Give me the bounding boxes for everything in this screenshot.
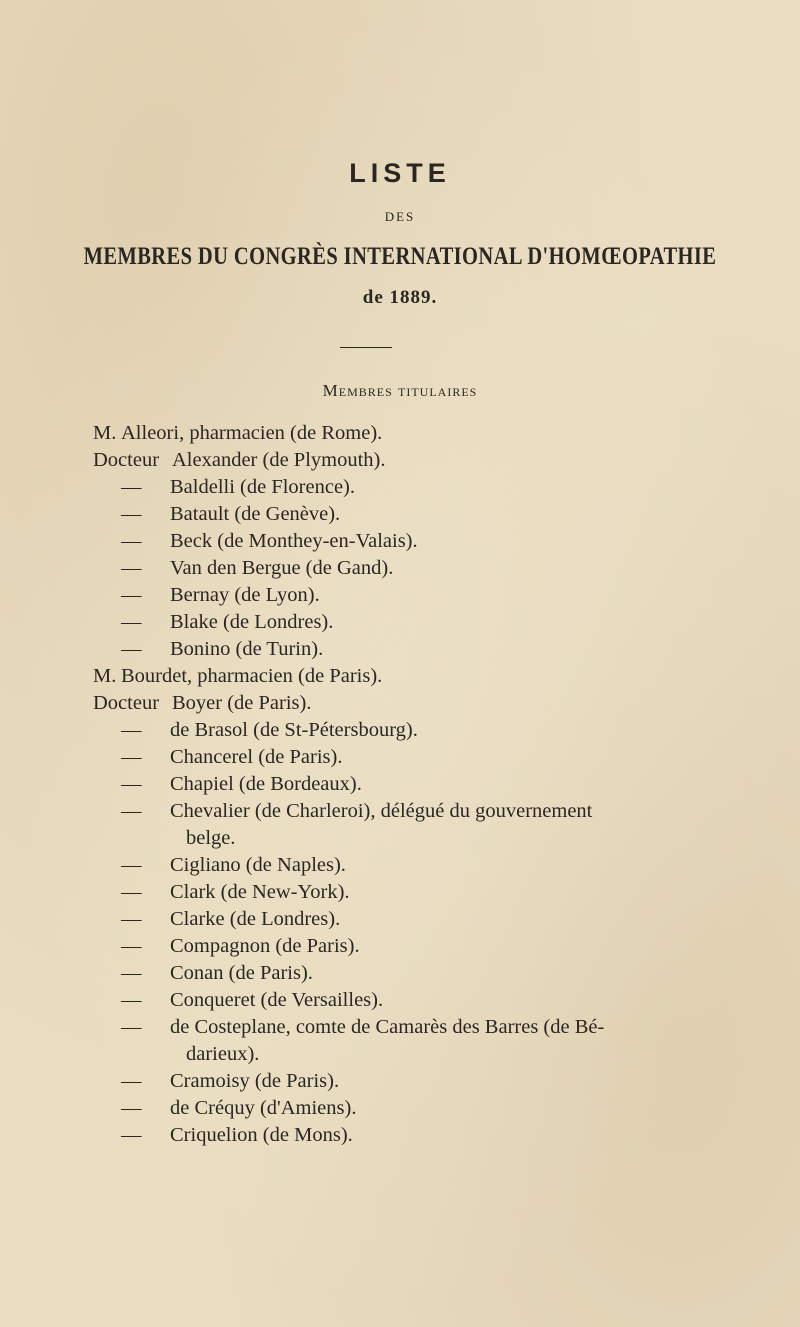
entry-text: de Brasol (de St-Pétersbourg).: [170, 719, 418, 741]
entry-prefix: M.: [93, 422, 117, 444]
page-title: LISTE: [349, 158, 451, 188]
entry-text: Baldelli (de Florence).: [170, 476, 356, 498]
congress-title: MEMBRES DU CONGRÈS INTERNATIONAL D'HOMŒOPATHIE: [83, 243, 717, 270]
entry-text: Blake (de Londres).: [170, 611, 334, 633]
entry-text: Clark (de New-York).: [170, 881, 350, 903]
entry-dash: —: [121, 800, 142, 822]
entry-dash: —: [121, 476, 142, 498]
entry-text: Criquelion (de Mons).: [170, 1124, 353, 1146]
entry-dash: —: [121, 1097, 142, 1119]
entry-text: Bonino (de Turin).: [170, 638, 324, 660]
entry-text: Conqueret (de Versailles).: [170, 989, 384, 1011]
entry-dash: —: [121, 881, 142, 903]
entry-text: Chevalier (de Charleroi), délégué du gouvernement: [170, 800, 593, 822]
entry-text: Van den Bergue (de Gand).: [170, 557, 394, 579]
entry-dash: —: [121, 584, 142, 606]
entry-dash: —: [121, 854, 142, 876]
entry-prefix: Docteur: [93, 449, 160, 471]
entry-text: Chapiel (de Bordeaux).: [170, 773, 362, 795]
entry-dash: —: [121, 557, 142, 579]
entry-text: Chancerel (de Paris).: [170, 746, 343, 768]
entry-text: Bernay (de Lyon).: [170, 584, 320, 606]
entry-text: Cigliano (de Naples).: [170, 854, 346, 876]
entry-dash: —: [121, 611, 142, 633]
entry-dash: —: [121, 719, 142, 741]
entry-dash: —: [121, 1070, 142, 1092]
entry-text: Batault (de Genève).: [170, 503, 341, 525]
entry-text: de Créquy (d'Amiens).: [170, 1097, 357, 1119]
entry-dash: —: [121, 908, 142, 930]
title-connector: DES: [384, 209, 416, 224]
entry-text: Cramoisy (de Paris).: [170, 1070, 340, 1092]
entry-text: Bourdet, pharmacien (de Paris).: [121, 665, 383, 687]
entry-prefix: M.: [93, 665, 117, 687]
entry-text: Compagnon (de Paris).: [170, 935, 360, 957]
entry-dash: —: [121, 503, 142, 525]
entry-dash: —: [121, 746, 142, 768]
entry-continuation: darieux).: [186, 1043, 260, 1065]
entry-text: Clarke (de Londres).: [170, 908, 341, 930]
entry-text: Beck (de Monthey-en-Valais).: [170, 530, 418, 552]
entry-text: Alexander (de Plymouth).: [172, 449, 386, 471]
entry-dash: —: [121, 638, 142, 660]
congress-year: de 1889.: [362, 287, 438, 308]
entry-text: de Costeplane, comte de Camarès des Barres (de Bé-: [170, 1016, 605, 1038]
entry-continuation: belge.: [186, 827, 236, 849]
entry-text: Alleori, pharmacien (de Rome).: [121, 422, 383, 444]
entry-dash: —: [121, 935, 142, 957]
entry-dash: —: [121, 1016, 142, 1038]
divider-rule: [340, 347, 392, 348]
entry-text: Conan (de Paris).: [170, 962, 313, 984]
entry-dash: —: [121, 962, 142, 984]
entry-dash: —: [121, 530, 142, 552]
entry-dash: —: [121, 773, 142, 795]
entry-prefix: Docteur: [93, 692, 160, 714]
entry-text: Boyer (de Paris).: [172, 692, 312, 714]
entry-dash: —: [121, 1124, 142, 1146]
entry-dash: —: [121, 989, 142, 1011]
section-title: Membres titulaires: [322, 381, 478, 400]
